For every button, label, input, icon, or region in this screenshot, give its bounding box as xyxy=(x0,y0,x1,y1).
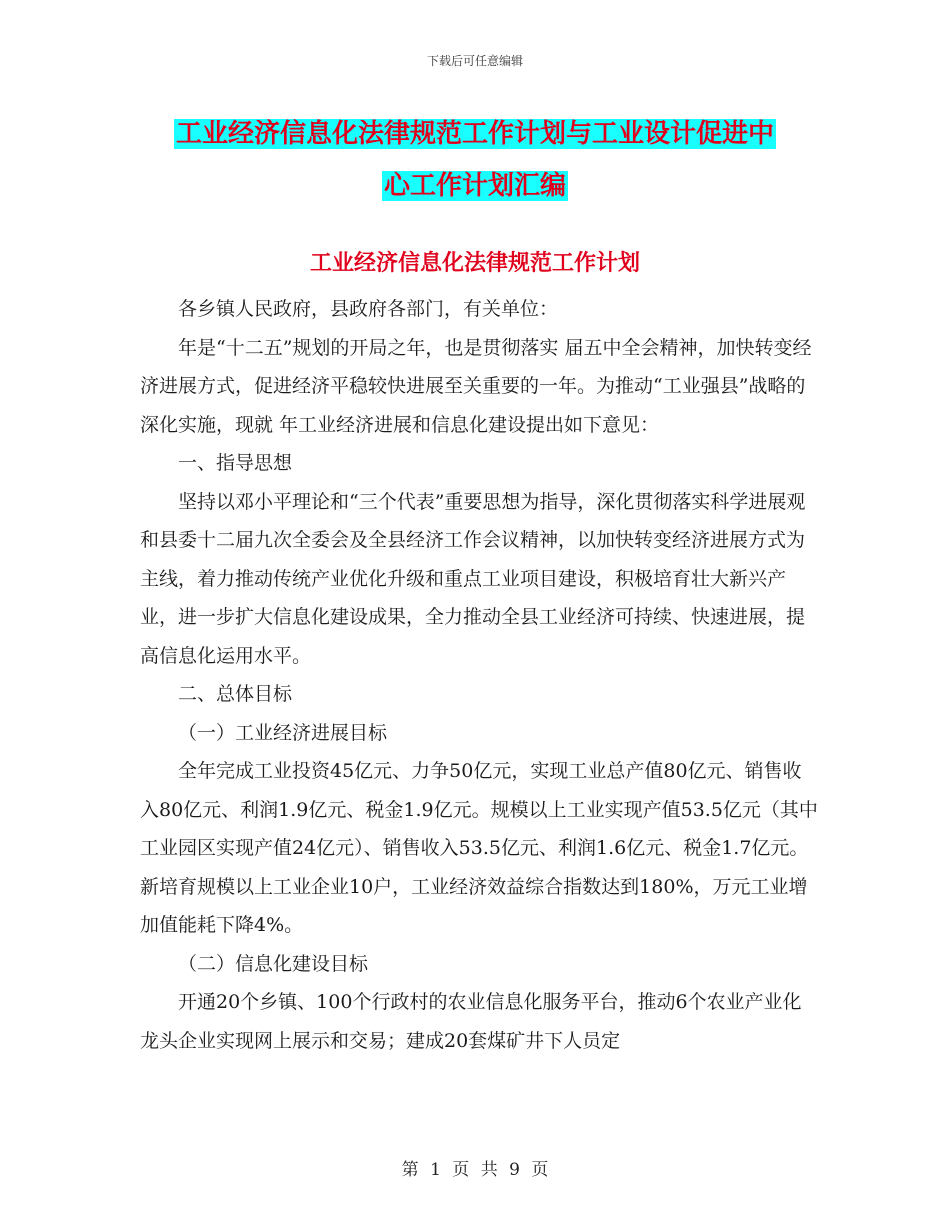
heading-guiding-ideology: 一、指导思想 xyxy=(178,452,293,474)
page-footer: 第 1 页 共 9 页 xyxy=(401,1160,549,1180)
document-title xyxy=(0,108,950,212)
guiding-ideology-paragraph: 坚持以邓小平理论和“三个代表”重要思想为指导，深化贯彻落实科学进展观和县委十二届九次全委会及全县经济工作会议精神，以加快转变经济进展方式为主线，着力推动传统产业优化升级和重点工业项目建设，积极培育壮大新兴产业，进一步扩大信息化建设成果，全力推动全县工业经济可持续、快速进展，提高信息化运用水平。 xyxy=(140,490,806,667)
document-body xyxy=(140,290,820,1060)
informatization-goals-paragraph: 开通20个乡镇、100个行政村的农业信息化服务平台，推动6个农业产业化龙头企业实现网上展示和交易；建成20套煤矿井下人员定 xyxy=(140,991,802,1052)
heading-industrial-goals: （一）工业经济进展目标 xyxy=(178,721,388,744)
section-title: 工业经济信息化法律规范工作计划 xyxy=(309,251,640,276)
heading-overall-goals: 二、总体目标 xyxy=(178,683,293,705)
salutation-paragraph: 各乡镇人民政府，县政府各部门，有关单位： xyxy=(178,298,559,320)
industrial-goals-paragraph: 全年完成工业投资45亿元、力争50亿元，实现工业总产值80亿元、销售收入80亿元、利润1.9亿元、税金1.9亿元。规模以上工业实现产值53.5亿元（其中工业园区实现产值24亿元）、销售收入53.5亿元、利润1.6亿元、税金1.7亿元。新培育规模以上工业企业10户，工业经济效益综合指数达到180%，万元工业增加值能耗下降4%。 xyxy=(140,760,818,936)
title-line-1: 工业经济信息化法律规范工作计划与工业设计促进中 xyxy=(175,119,774,149)
heading-informatization-goals: （二）信息化建设目标 xyxy=(178,952,369,975)
intro-paragraph: 年是“十二五”规划的开局之年，也是贯彻落实 届五中全会精神，加快转变经济进展方式，促进经济平稳较快进展至关重要的一年。为推动“工业强县”战略的深化实施，现就 年工业经济进展和信息化建设提出如下意见： xyxy=(140,336,812,436)
header-note: 下载后可任意编辑 xyxy=(426,54,523,68)
title-line-2: 心工作计划汇编 xyxy=(383,171,566,201)
